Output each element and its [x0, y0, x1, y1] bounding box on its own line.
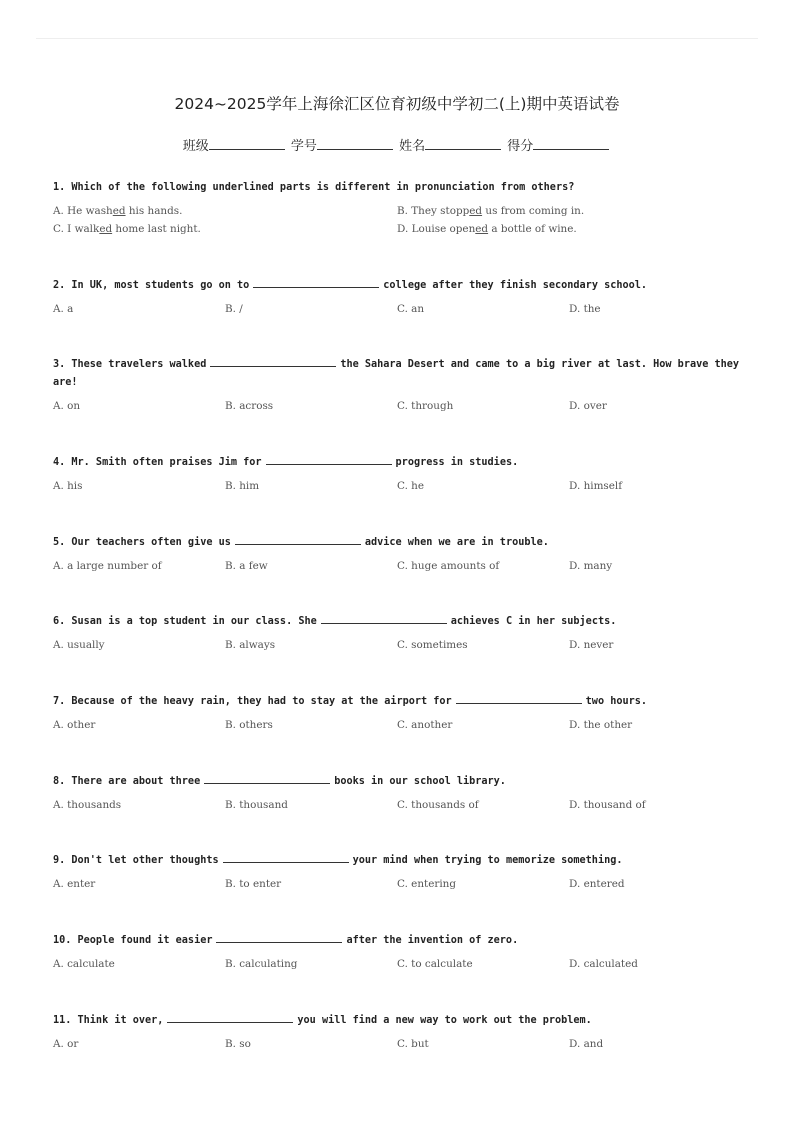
option-c[interactable]: C. to calculate	[397, 958, 473, 970]
question-stem: 2. In UK, most students go on to college after they finish secondary school.	[53, 277, 743, 295]
answer-blank[interactable]	[253, 277, 379, 288]
class-blank[interactable]	[209, 137, 285, 150]
option-d[interactable]: D. calculated	[569, 958, 638, 970]
option-d[interactable]: D. never	[569, 639, 614, 651]
question-stem: 8. There are about three books in our school library.	[53, 773, 743, 791]
option-a[interactable]: A. his	[53, 480, 83, 492]
question-6	[53, 613, 743, 657]
question-stem: 11. Think it over, you will find a new way to work out the problem.	[53, 1012, 743, 1030]
question-8	[53, 773, 743, 817]
option-a[interactable]: A. a large number of	[53, 560, 162, 572]
option-a[interactable]: A. calculate	[53, 958, 115, 970]
score-blank[interactable]	[533, 137, 609, 150]
option-c[interactable]: C. but	[397, 1038, 429, 1050]
question-11	[53, 1012, 743, 1056]
option-c[interactable]: C. sometimes	[397, 639, 468, 651]
answer-blank[interactable]	[216, 932, 342, 943]
answer-blank[interactable]	[266, 454, 392, 465]
page-title: 2024~2025学年上海徐汇区位育初级中学初二(上)期中英语试卷	[174, 95, 620, 113]
option-d[interactable]: D. the other	[569, 719, 633, 731]
question-4	[53, 454, 743, 498]
option-b[interactable]: B. a few	[225, 560, 268, 572]
option-d[interactable]: D. and	[569, 1038, 604, 1050]
question-5	[53, 534, 743, 578]
student-info-line	[0, 135, 794, 154]
option-b[interactable]: B. to enter	[225, 878, 282, 890]
option-a[interactable]: A. enter	[53, 878, 96, 890]
options	[53, 205, 743, 241]
option-c[interactable]: C. another	[397, 719, 453, 731]
option-b[interactable]: B. others	[225, 719, 273, 731]
option-a[interactable]: A. other	[53, 719, 96, 731]
option-d[interactable]: D. over	[569, 400, 607, 412]
answer-blank[interactable]	[235, 534, 361, 545]
option-c[interactable]: C. huge amounts of	[397, 560, 500, 572]
option-a[interactable]: A. thousands	[53, 799, 122, 811]
answer-blank[interactable]	[167, 1012, 293, 1023]
option-d[interactable]: D. the	[569, 303, 601, 315]
question-2	[53, 277, 743, 321]
student-no-blank[interactable]	[317, 137, 393, 150]
option-d[interactable]: D. himself	[569, 480, 623, 492]
answer-blank[interactable]	[321, 613, 447, 624]
option-b[interactable]: B. calculating	[225, 958, 298, 970]
option-d[interactable]: D. thousand of	[569, 799, 646, 811]
option-c[interactable]: C. thousands of	[397, 799, 479, 811]
option-b[interactable]: B. They stopped us from coming in.	[397, 205, 585, 217]
options	[53, 719, 743, 737]
option-c[interactable]: C. I walked home last night.	[53, 223, 201, 235]
options	[53, 878, 743, 896]
name-blank[interactable]	[425, 137, 501, 150]
option-c[interactable]: C. an	[397, 303, 425, 315]
question-stem: 5. Our teachers often give us advice when we are in trouble.	[53, 534, 743, 552]
option-a[interactable]: A. or	[53, 1038, 79, 1050]
options	[53, 1038, 743, 1056]
option-b[interactable]: B. /	[225, 303, 243, 315]
student-no-label: 学号	[290, 139, 317, 154]
question-stem: 7. Because of the heavy rain, they had to stay at the airport for two hours.	[53, 693, 743, 711]
question-stem: 3. These travelers walked the Sahara Desert and came to a big river at last. How brave they are!	[53, 356, 743, 392]
options	[53, 799, 743, 817]
option-c[interactable]: C. entering	[397, 878, 456, 890]
option-b[interactable]: B. so	[225, 1038, 251, 1050]
answer-blank[interactable]	[204, 773, 330, 784]
answer-blank[interactable]	[456, 693, 582, 704]
option-c[interactable]: C. he	[397, 480, 425, 492]
options	[53, 400, 743, 418]
name-label: 姓名	[399, 139, 426, 154]
score-label: 得分	[507, 139, 534, 154]
option-b[interactable]: B. across	[225, 400, 274, 412]
answer-blank[interactable]	[223, 852, 349, 863]
question-10	[53, 932, 743, 976]
options	[53, 639, 743, 657]
option-d[interactable]: D. many	[569, 560, 613, 572]
option-a[interactable]: A. usually	[53, 639, 105, 651]
top-divider	[36, 38, 758, 39]
question-7	[53, 693, 743, 737]
question-stem: 10. People found it easier after the invention of zero.	[53, 932, 743, 950]
option-a[interactable]: A. on	[53, 400, 81, 412]
question-stem: 9. Don't let other thoughts your mind when trying to memorize something.	[53, 852, 743, 870]
question-3	[53, 356, 743, 418]
option-d[interactable]: D. entered	[569, 878, 625, 890]
question-stem: 4. Mr. Smith often praises Jim for progress in studies.	[53, 454, 743, 472]
question-9	[53, 852, 743, 896]
answer-blank[interactable]	[210, 356, 336, 367]
question-1	[53, 179, 743, 241]
class-label: 班级	[182, 139, 209, 154]
options	[53, 480, 743, 498]
option-b[interactable]: B. always	[225, 639, 276, 651]
question-stem: 6. Susan is a top student in our class. She achieves C in her subjects.	[53, 613, 743, 631]
option-a[interactable]: A. He washed his hands.	[53, 205, 183, 217]
option-d[interactable]: D. Louise opened a bottle of wine.	[397, 223, 577, 235]
option-a[interactable]: A. a	[53, 303, 74, 315]
options	[53, 303, 743, 321]
option-c[interactable]: C. through	[397, 400, 454, 412]
option-b[interactable]: B. thousand	[225, 799, 288, 811]
question-stem: 1. Which of the following underlined parts is different in pronunciation from others?	[53, 182, 575, 193]
option-b[interactable]: B. him	[225, 480, 260, 492]
options	[53, 560, 743, 578]
options	[53, 958, 743, 976]
